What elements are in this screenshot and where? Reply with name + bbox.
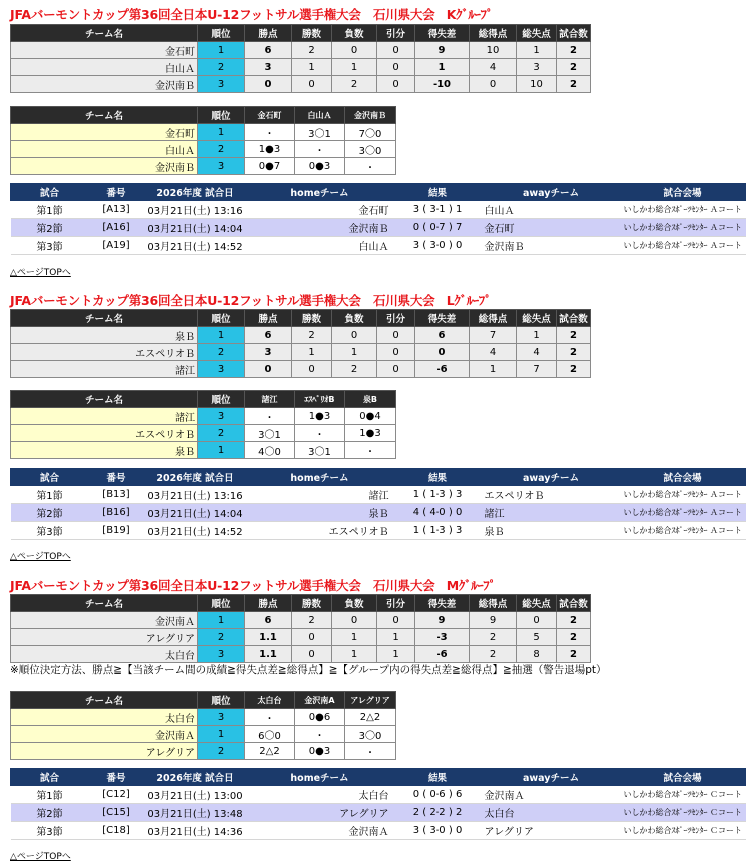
- match-result: 3 ( 3-1 ) 1: [393, 201, 483, 219]
- match-result: 1 ( 1-3 ) 3: [393, 522, 483, 540]
- match-row: 第2節 [A16] 03月21日(土) 14:04 金沢南Ｂ 0 ( 0-7 ) 7 金石町 いしかわ総合ｽﾎﾟｰﾂｾﾝﾀｰ Ａコート: [11, 219, 746, 237]
- match-result: 4 ( 4-0 ) 0: [393, 504, 483, 522]
- match-result: 0 ( 0-6 ) 6: [393, 786, 483, 804]
- table-row: アレグリア 2 2△2 0●3 ・: [11, 743, 396, 760]
- page-top-link[interactable]: △ページTOPへ: [10, 852, 71, 862]
- table-row: 金石町 1 6 2 0 0 9 10 1 2: [11, 42, 591, 59]
- match-row: 第2節 [B16] 03月21日(土) 14:04 泉Ｂ 4 ( 4-0 ) 0 諸江 いしかわ総合ｽﾎﾟｰﾂｾﾝﾀｰ Ａコート: [11, 504, 746, 522]
- standings-header: チーム名 順位 勝点 勝数 負数 引分 得失差 総得点 総失点 試合数: [11, 595, 591, 612]
- head-to-head-table: [10, 106, 396, 175]
- match-result: 2 ( 2-2 ) 2: [393, 804, 483, 822]
- table-row: 金沢南Ａ 1 6〇0 ・ 3〇0: [11, 726, 396, 743]
- table-row: 金石町 1 ・ 3〇1 7〇0: [11, 124, 396, 141]
- standings-header: チーム名 順位 勝点 勝数 負数 引分 得失差 総得点 総失点 試合数: [11, 310, 591, 327]
- table-row: 金沢南Ａ 1 6 2 0 0 9 9 0 2: [11, 612, 591, 629]
- table-row: 金沢南Ｂ 3 0●7 0●3 ・: [11, 158, 396, 175]
- head-to-head-table: [10, 691, 396, 760]
- table-row: 太白台 3 1.1 0 1 1 -6 2 8 2: [11, 646, 591, 663]
- match-header: 試合 番号 2026年度 試合日 homeチーム 結果 awayチーム 試合会場: [11, 769, 746, 786]
- standings-table: [10, 594, 591, 663]
- match-row: 第1節 [A13] 03月21日(土) 13:16 金石町 3 ( 3-1 ) 1 白山Ａ いしかわ総合ｽﾎﾟｰﾂｾﾝﾀｰ Ａコート: [11, 201, 746, 219]
- matrix-header: チーム名 順位 太白台 金沢南A アレグリア: [11, 692, 396, 709]
- match-table: [10, 468, 746, 540]
- table-row: 諸江 3 ・ 1●3 0●4: [11, 408, 396, 425]
- match-result: 0 ( 0-7 ) 7: [393, 219, 483, 237]
- match-table: [10, 183, 746, 255]
- ranking-note: ※順位決定方法、勝点≧【当該チーム間の成績≧得失点差≧総得点】≧【グループ内の得失点差≧総得点】≧抽選（警告退場pt）: [10, 664, 607, 676]
- page-top-link[interactable]: △ページTOPへ: [10, 552, 71, 562]
- match-row: 第1節 [B13] 03月21日(土) 13:16 諸江 1 ( 1-3 ) 3 エスペリオＢ いしかわ総合ｽﾎﾟｰﾂｾﾝﾀｰ Ａコート: [11, 486, 746, 504]
- match-row: 第3節 [C18] 03月21日(土) 14:36 金沢南Ａ 3 ( 3-0 ) 0 アレグリア いしかわ総合ｽﾎﾟｰﾂｾﾝﾀｰ Ｃコート: [11, 822, 746, 840]
- match-row: 第2節 [C15] 03月21日(土) 13:48 アレグリア 2 ( 2-2 ) 2 太白台 いしかわ総合ｽﾎﾟｰﾂｾﾝﾀｰ Ｃコート: [11, 804, 746, 822]
- table-row: アレグリア 2 1.1 0 1 1 -3 2 5 2: [11, 629, 591, 646]
- page-top-link[interactable]: △ページTOPへ: [10, 268, 71, 278]
- group-title: JFAバーモントカップ第36回全日本U-12フットサル選手権大会 石川県大会 Mｸﾞﾙｰﾌﾟ: [10, 578, 496, 593]
- match-header: 試合 番号 2026年度 試合日 homeチーム 結果 awayチーム 試合会場: [11, 469, 746, 486]
- matrix-header: チーム名 順位 諸江 ｴｽﾍﾟﾘｵB 泉B: [11, 391, 396, 408]
- group-title: JFAバーモントカップ第36回全日本U-12フットサル選手権大会 石川県大会 Lｸﾞﾙｰﾌﾟ: [10, 293, 492, 308]
- match-row: 第3節 [A19] 03月21日(土) 14:52 白山Ａ 3 ( 3-0 ) 0 金沢南Ｂ いしかわ総合ｽﾎﾟｰﾂｾﾝﾀｰ Ａコート: [11, 237, 746, 255]
- table-row: 白山Ａ 2 3 1 1 0 1 4 3 2: [11, 59, 591, 76]
- match-result: 3 ( 3-0 ) 0: [393, 237, 483, 255]
- match-row: 第3節 [B19] 03月21日(土) 14:52 エスペリオＢ 1 ( 1-3 ) 3 泉Ｂ いしかわ総合ｽﾎﾟｰﾂｾﾝﾀｰ Ａコート: [11, 522, 746, 540]
- group-title: JFAバーモントカップ第36回全日本U-12フットサル選手権大会 石川県大会 Kｸﾞﾙｰﾌﾟ: [10, 7, 493, 22]
- matrix-header: チーム名 順位 金石町 白山Ａ 金沢南Ｂ: [11, 107, 396, 124]
- standings-table: [10, 24, 591, 93]
- match-row: 第1節 [C12] 03月21日(土) 13:00 太白台 0 ( 0-6 ) 6 金沢南Ａ いしかわ総合ｽﾎﾟｰﾂｾﾝﾀｰ Ｃコート: [11, 786, 746, 804]
- match-result: 3 ( 3-0 ) 0: [393, 822, 483, 840]
- table-row: 白山Ａ 2 1●3 ・ 3〇0: [11, 141, 396, 158]
- match-table: [10, 768, 746, 840]
- head-to-head-table: [10, 390, 396, 459]
- standings-table: [10, 309, 591, 378]
- table-row: エスペリオＢ 2 3〇1 ・ 1●3: [11, 425, 396, 442]
- table-row: 諸江 3 0 0 2 0 -6 1 7 2: [11, 361, 591, 378]
- match-header: 試合 番号 2026年度 試合日 homeチーム 結果 awayチーム 試合会場: [11, 184, 746, 201]
- table-row: 金沢南Ｂ 3 0 0 2 0 -10 0 10 2: [11, 76, 591, 93]
- match-result: 1 ( 1-3 ) 3: [393, 486, 483, 504]
- table-row: エスペリオＢ 2 3 1 1 0 0 4 4 2: [11, 344, 591, 361]
- table-row: 泉Ｂ 1 4〇0 3〇1 ・: [11, 442, 396, 459]
- table-row: 太白台 3 ・ 0●6 2△2: [11, 709, 396, 726]
- table-row: 泉Ｂ 1 6 2 0 0 6 7 1 2: [11, 327, 591, 344]
- standings-header: チーム名 順位 勝点 勝数 負数 引分 得失差 総得点 総失点 試合数: [11, 25, 591, 42]
